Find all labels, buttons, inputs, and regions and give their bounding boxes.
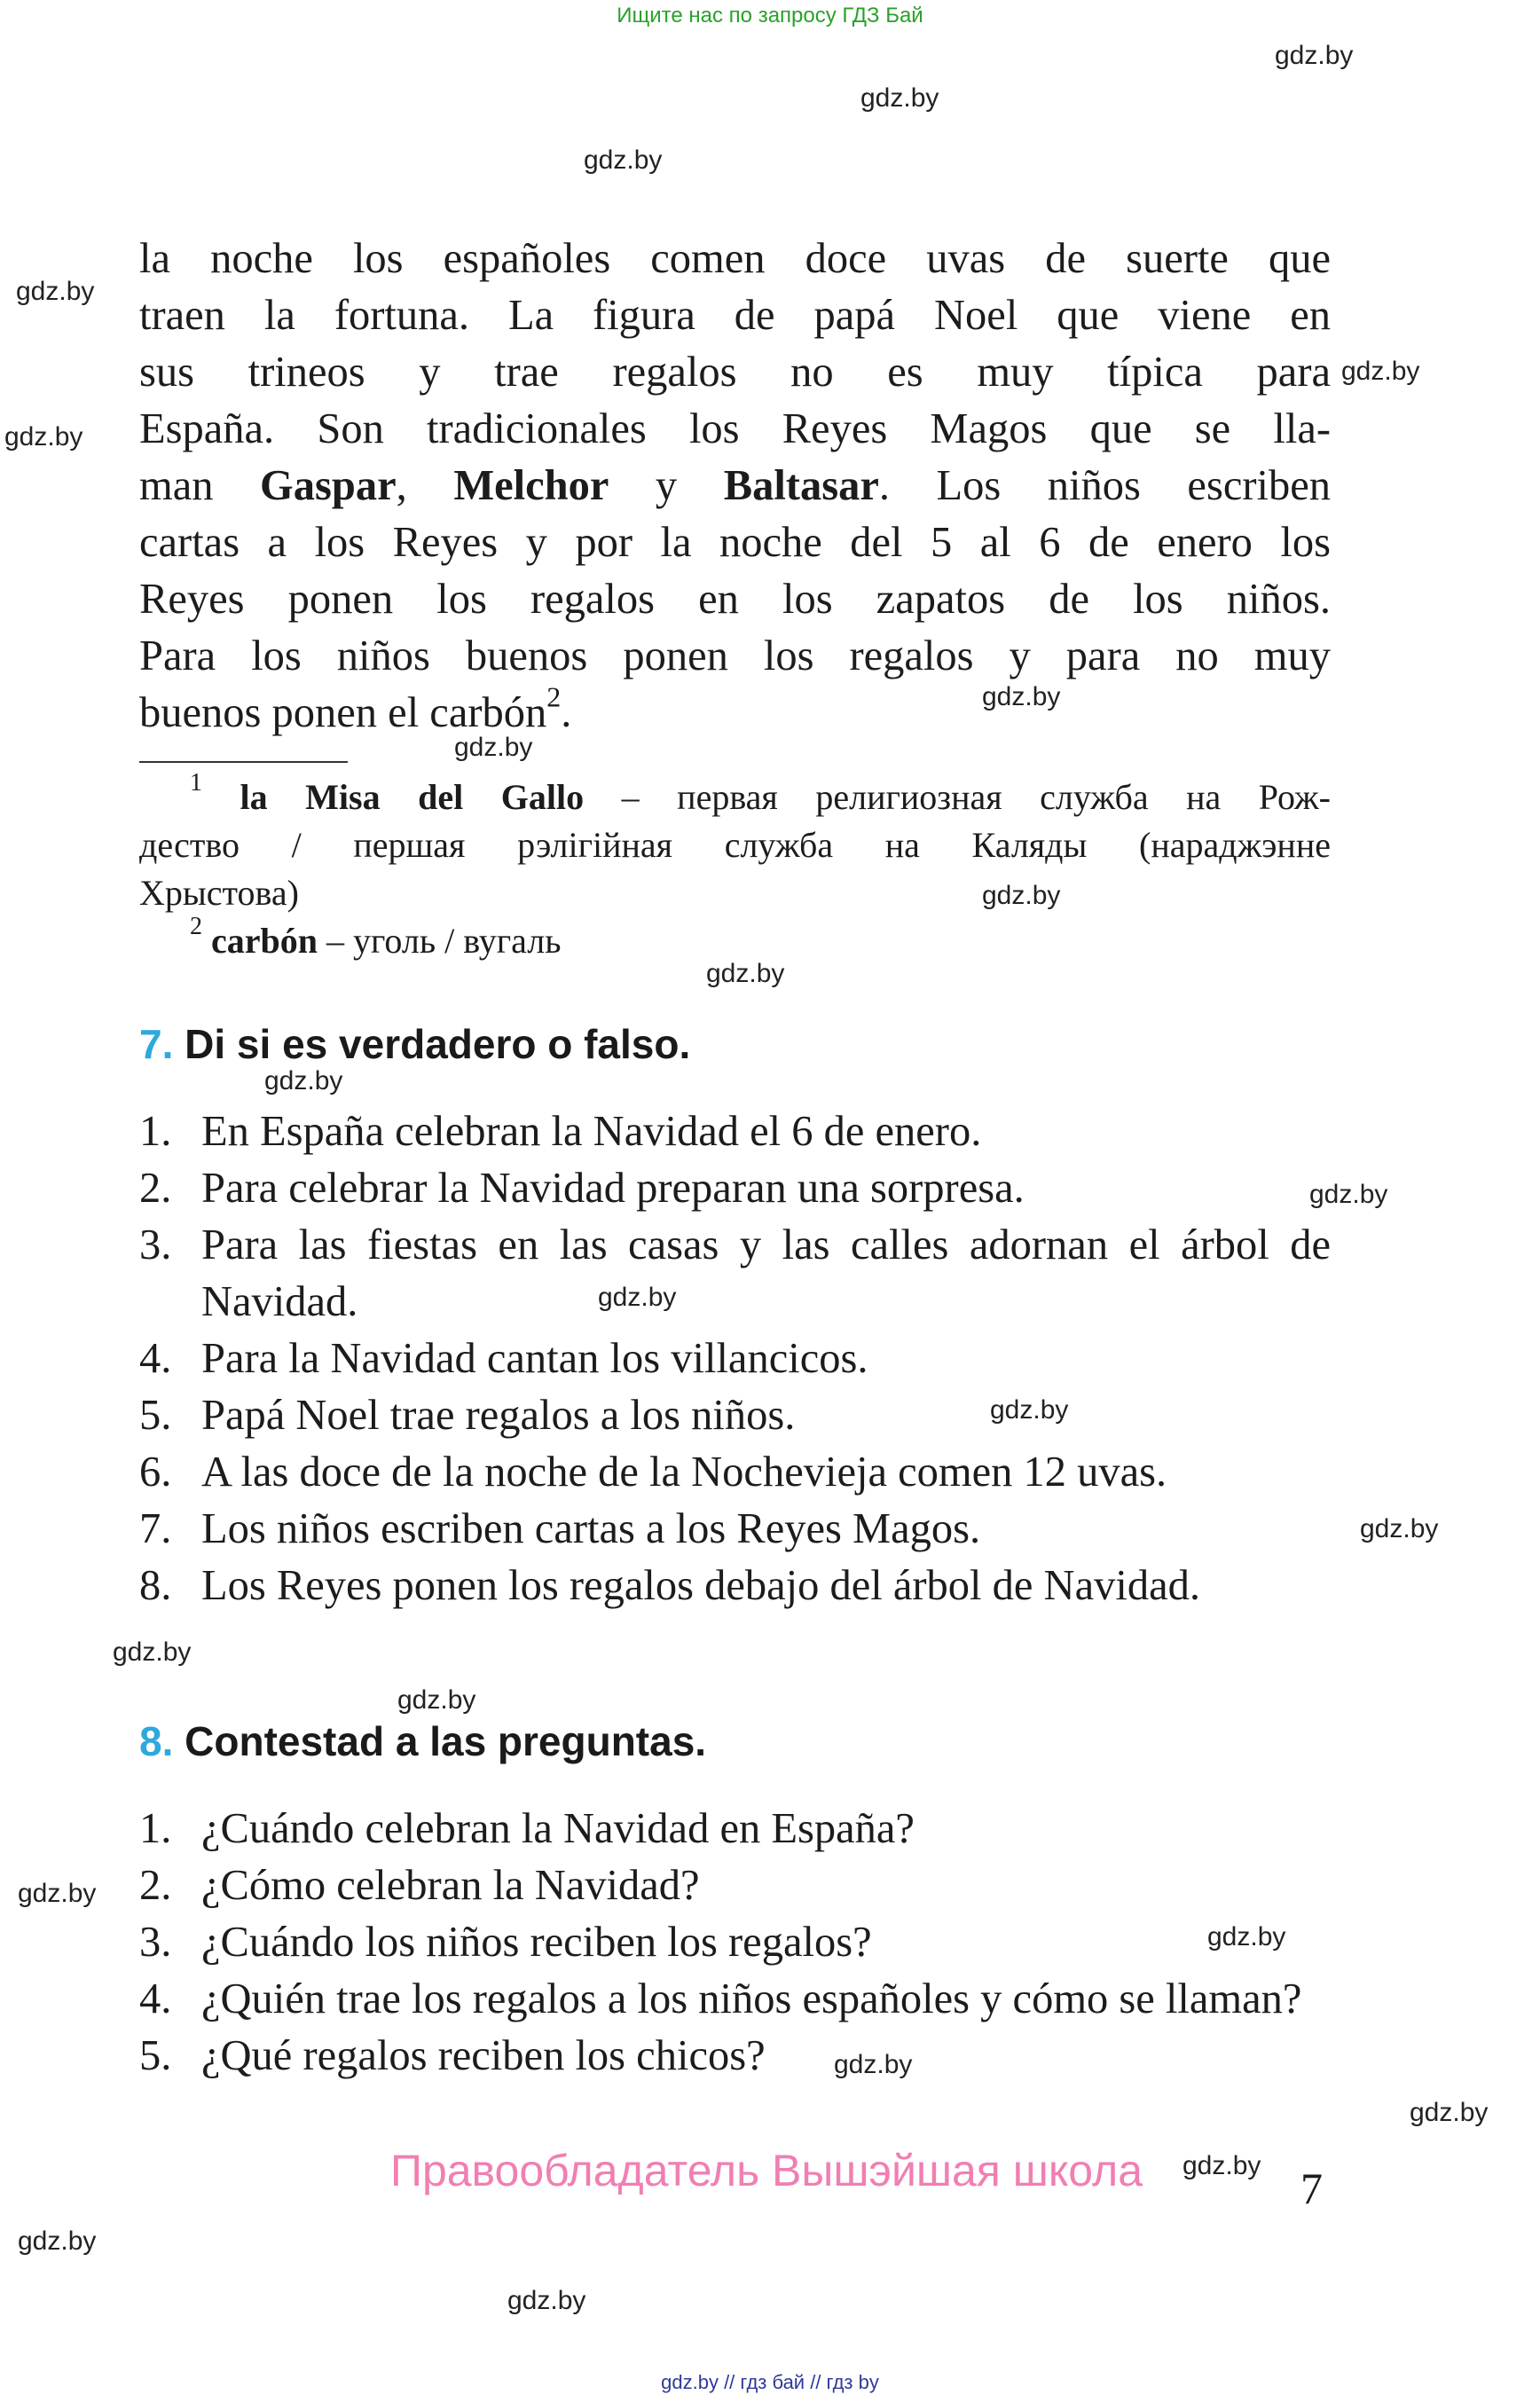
item-text: A las doce de la noche de la Nochevieja comen 12 uvas. (201, 1449, 1167, 1496)
list-item (139, 1444, 1331, 1501)
item-number: 1. (139, 1108, 172, 1155)
page-number: 7 (1300, 2163, 1323, 2213)
footnote-text: – первая религиозная служба на Рож- (584, 777, 1331, 817)
bottom-banner: gdz.by // гдз бай // гдз by (661, 2371, 879, 2393)
name-gaspar: Gaspar (260, 462, 397, 509)
footnote-number: 1 (190, 769, 202, 797)
item-text: Los niños escriben cartas a los Reyes Magos. (201, 1505, 981, 1552)
item-text: En España celebran la Navidad el 6 de enero. (201, 1108, 982, 1155)
item-number: 5. (139, 2032, 172, 2079)
paragraph-line: traen la fortuna. La figura de papá Noel que viene en (139, 292, 1331, 339)
watermark: gdz.by (990, 1395, 1069, 1425)
footnote-number: 2 (190, 913, 202, 940)
watermark: gdz.by (834, 2050, 913, 2079)
text-span: y (609, 462, 724, 509)
watermark: gdz.by (397, 1685, 476, 1715)
watermark: gdz.by (18, 2226, 97, 2256)
footnote-text: – уголь / вугаль (318, 921, 562, 961)
item-text: Papá Noel trae regalos a los niños. (201, 1392, 796, 1439)
footnote-divider (139, 761, 348, 763)
item-number: 2. (139, 1862, 172, 1909)
watermark: gdz.by (1182, 2151, 1261, 2180)
exercise-number: 7. (139, 1021, 174, 1067)
list-item (139, 2028, 1331, 2085)
exercise-title: Di si es verdadero o falso. (173, 1021, 691, 1067)
list-item (139, 1331, 1331, 1387)
paragraph-line: la noche los españoles comen doce uvas de suerte que (139, 235, 1331, 282)
list-item (139, 1971, 1331, 2028)
name-melchor: Melchor (453, 462, 609, 509)
watermark: gdz.by (860, 83, 939, 113)
watermark: gdz.by (18, 1879, 97, 1908)
watermark: gdz.by (4, 422, 83, 452)
watermark: gdz.by (454, 733, 533, 762)
item-number: 6. (139, 1449, 172, 1496)
footnote-line: Хрыстова) (139, 873, 299, 913)
copyright-notice: Правообладатель Вышэйшая школа (390, 2146, 1143, 2195)
list-item (139, 1801, 1331, 1857)
watermark: gdz.by (507, 2286, 586, 2315)
exercise-8-list (139, 1801, 1331, 2085)
name-baltasar: Baltasar (723, 462, 879, 509)
item-number: 3. (139, 1919, 172, 1966)
paragraph-line: Para los niños buenos ponen los regalos y para no muy (139, 632, 1331, 679)
exercise-number: 8. (139, 1718, 174, 1764)
item-text: Para celebrar la Navidad preparan una sorpresa. (201, 1165, 1025, 1212)
paragraph-line (139, 680, 1331, 742)
watermark: gdz.by (982, 682, 1061, 711)
watermark: gdz.by (706, 959, 785, 988)
item-text: Los Reyes ponen los regalos debajo del árbol de Navidad. (201, 1562, 1200, 1609)
item-number: 7. (139, 1505, 172, 1552)
footnote-term: la Misa del Gallo (240, 777, 585, 817)
list-item (139, 1501, 1331, 1558)
paragraph-line: Reyes ponen los regalos en los zapatos de los niños. (139, 576, 1331, 623)
watermark: gdz.by (982, 881, 1061, 910)
watermark: gdz.by (1207, 1922, 1286, 1951)
item-text: Para las fiestas en las casas y las calles adornan el árbol de Navidad. (201, 1221, 1331, 1325)
watermark: gdz.by (1275, 41, 1354, 70)
item-text: ¿Quién trae los regalos a los niños españoles y cómo se llaman? (201, 1975, 1302, 2022)
list-item (139, 1558, 1331, 1614)
paragraph-line: cartas a los Reyes y por la noche del 5 al 6 de enero los (139, 519, 1331, 566)
item-number: 8. (139, 1562, 172, 1609)
list-item (139, 1857, 1331, 1914)
exercise-title: Contestad a las preguntas. (173, 1718, 707, 1764)
item-text: ¿Cómo celebran la Navidad? (201, 1862, 700, 1909)
watermark: gdz.by (1341, 357, 1420, 386)
paragraph-line: sus trineos y trae regalos no es muy típica para (139, 349, 1331, 396)
item-text: ¿Cuándo los niños reciben los regalos? (201, 1919, 872, 1966)
text-span: . Los niños escriben (878, 462, 1332, 509)
list-item (139, 1103, 1331, 1160)
watermark: gdz.by (264, 1066, 343, 1095)
item-number: 4. (139, 1335, 172, 1382)
list-item (139, 1160, 1331, 1217)
text-span: man (139, 462, 261, 509)
text-span: . (561, 689, 572, 736)
item-number: 4. (139, 1975, 172, 2022)
text-span: buenos ponen el carbón (139, 689, 547, 736)
watermark: gdz.by (1360, 1514, 1439, 1543)
paragraph-line (139, 458, 1331, 514)
footnote-line (139, 913, 1331, 965)
footnote-line (139, 769, 1331, 821)
watermark: gdz.by (1309, 1180, 1388, 1209)
text-span: , (396, 462, 454, 509)
watermark: gdz.by (113, 1637, 192, 1667)
item-number: 5. (139, 1392, 172, 1439)
reading-paragraph (139, 231, 1331, 742)
footnote-1 (139, 769, 1331, 917)
list-item (139, 1914, 1331, 1971)
footnote-term: carbón (211, 921, 318, 961)
watermark: gdz.by (584, 145, 663, 175)
item-number: 1. (139, 1805, 172, 1852)
top-banner: Ищите нас по запросу ГДЗ Бай (617, 4, 923, 27)
exercise-8-heading (139, 1717, 706, 1765)
watermark: gdz.by (598, 1283, 677, 1312)
item-text: ¿Cuándo celebran la Navidad en España? (201, 1805, 915, 1852)
watermark: gdz.by (16, 277, 95, 306)
item-text: Para la Navidad cantan los villancicos. (201, 1335, 868, 1382)
exercise-7-list (139, 1103, 1331, 1614)
footnote-ref: 2 (546, 680, 562, 713)
paragraph-line: España. Son tradicionales los Reyes Magos que se lla- (139, 405, 1331, 452)
item-number: 2. (139, 1165, 172, 1212)
footnote-line: дество / першая рэлігійная служба на Каляды (нараджэнне (139, 825, 1331, 865)
list-item (139, 1217, 1331, 1331)
exercise-7-heading (139, 1020, 690, 1068)
watermark: gdz.by (1410, 2098, 1489, 2127)
footnote-2 (139, 913, 1331, 965)
list-item (139, 1387, 1331, 1444)
item-number: 3. (139, 1221, 172, 1268)
item-text: ¿Qué regalos reciben los chicos? (201, 2032, 766, 2079)
